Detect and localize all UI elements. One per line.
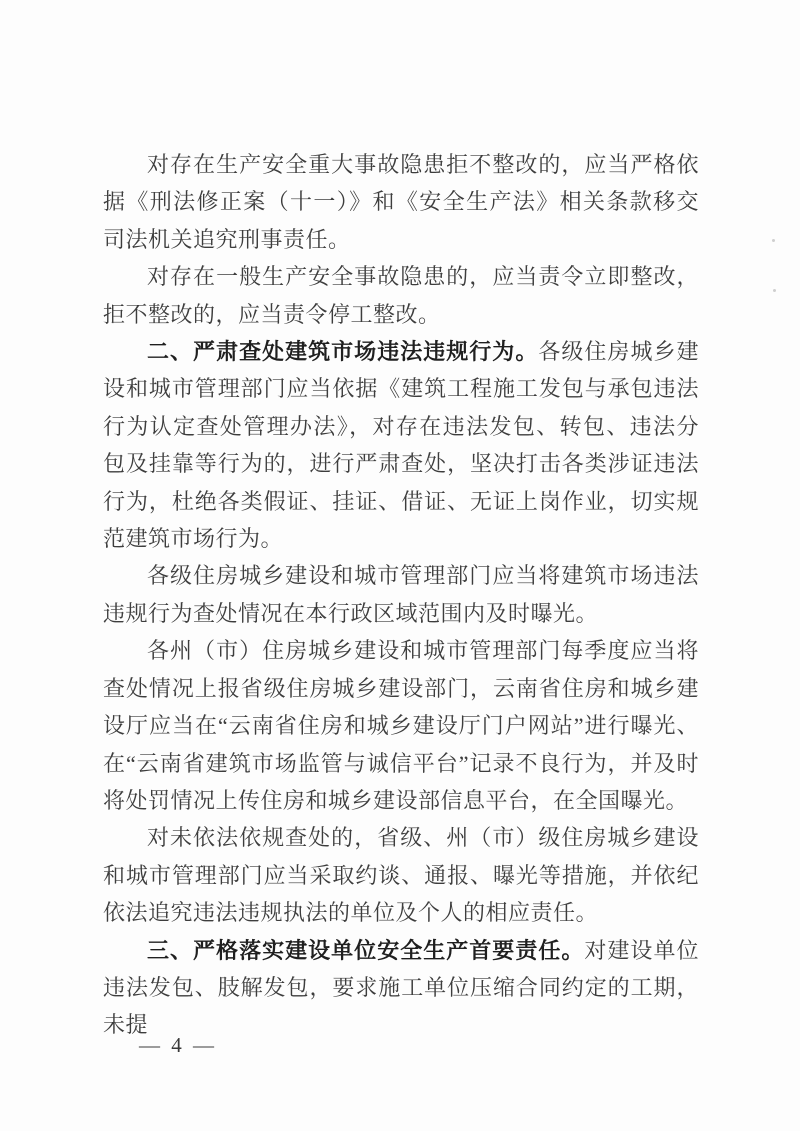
- section-heading: 三、严格落实建设单位安全生产首要责任。: [147, 937, 585, 963]
- paragraph: [103, 819, 699, 931]
- paragraph-text: 对未依法依规查处的，省级、州（市）级住房城乡建设和城市管理部门应当采取约谈、通报、曝光等措施，并依纪依法追究违法违规执法的单位及个人的相应责任。: [103, 825, 699, 926]
- scan-speck: [773, 289, 776, 292]
- paragraph-text: 对建设单位违法发包、肢解发包，要求施工单位压缩合同约定的工期，未提: [103, 937, 699, 1038]
- paragraph: [103, 932, 699, 1044]
- paragraph-text: 各级住房城乡建设和城市管理部门应当将建筑市场违法违规行为查处情况在本行政区域范围内及时曝光。: [103, 563, 699, 626]
- paragraph-text: 对存在生产安全重大事故隐患拒不整改的，应当严格依据《刑法修正案（十一）》和《安全生产法》相关条款移交司法机关追究刑事责任。: [103, 152, 699, 252]
- paragraph-text: 各级住房城乡建设和城市管理部门应当依据《建筑工程施工发包与承包违法行为认定查处管理办法》，对存在违法发包、转包、违法分包及挂靠等行为的，进行严肃查处，坚决打击各类涉证违法行为，杜绝各类假证、挂证、借证、无证上岗作业，切实规范建筑市场行为。: [103, 339, 699, 552]
- paragraph: [103, 333, 699, 557]
- page-number: — 4 —: [139, 1033, 217, 1057]
- paragraph: [103, 632, 699, 819]
- paragraph-text: 对存在一般生产安全事故隐患的，应当责令立即整改，拒不整改的，应当责令停工整改。: [103, 264, 699, 327]
- section-heading: 二、严肃查处建筑市场违法违规行为。: [147, 339, 539, 365]
- paragraph: [103, 258, 699, 333]
- paragraph-text: 各州（市）住房城乡建设和城市管理部门每季度应当将查处情况上报省级住房城乡建设部门，云南省住房和城乡建设厅应当在“云南省住房和城乡建设厅门户网站”进行曝光、在“云南省建筑市场监管与诚信平台”记录不良行为，并及时将处罚情况上传住房和城乡建设部信息平台，在全国曝光。: [103, 638, 699, 813]
- scan-speck: [772, 239, 775, 242]
- paragraph: [103, 146, 699, 258]
- document-body: [103, 146, 699, 1044]
- paragraph: [103, 557, 699, 632]
